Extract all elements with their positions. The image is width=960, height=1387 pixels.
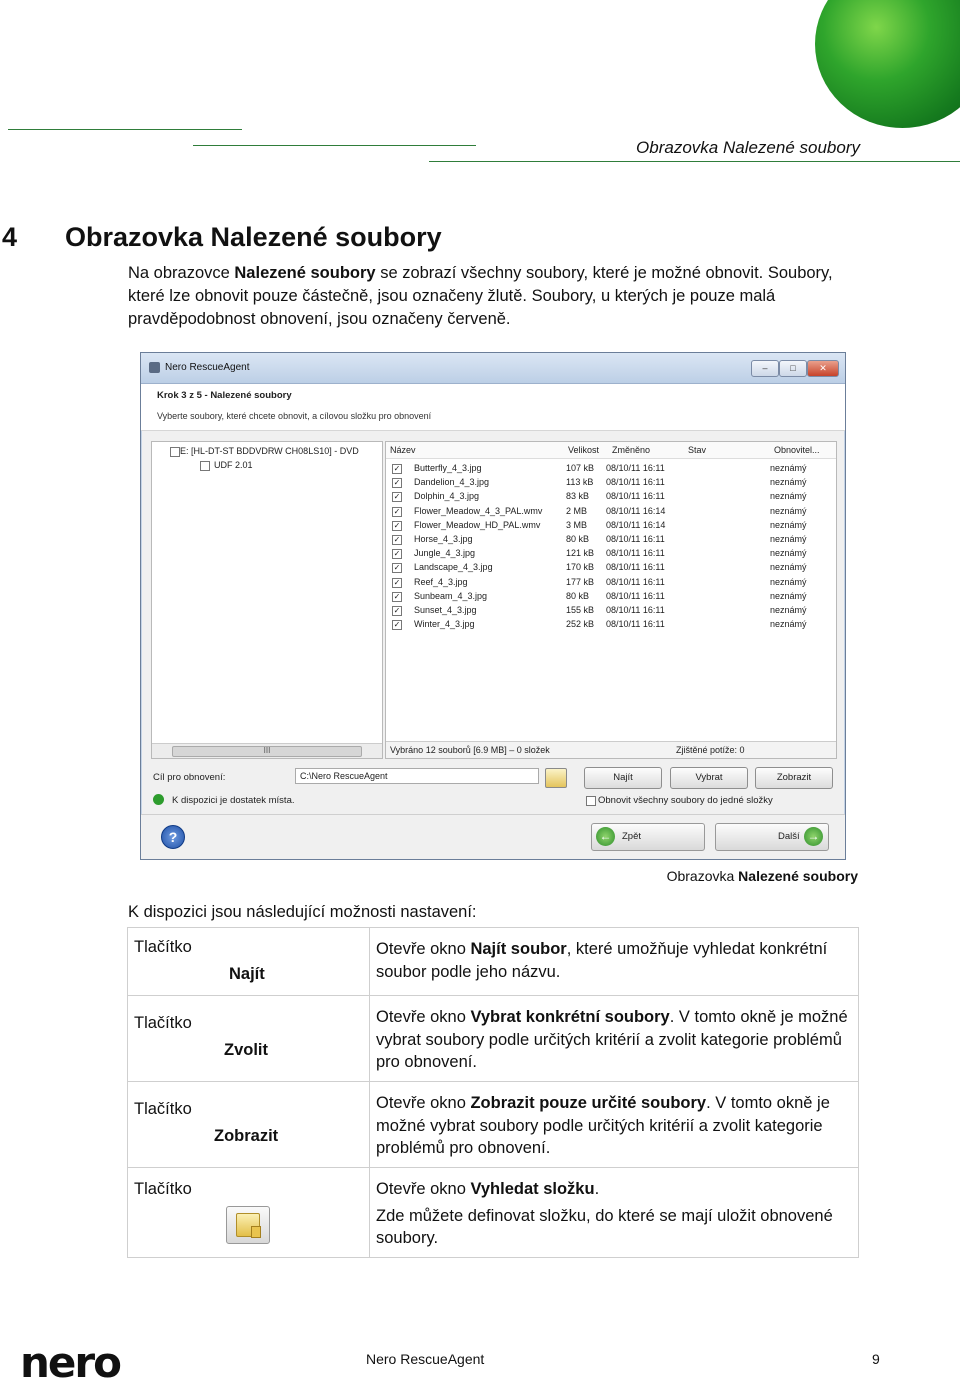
- file-size: 2 MB: [566, 505, 588, 516]
- wizard-nav-bar: [141, 814, 845, 859]
- list-item[interactable]: [386, 590, 836, 604]
- file-recoverability: neznámý: [770, 576, 807, 587]
- option-type: Tlačítko: [134, 1014, 192, 1032]
- find-button[interactable]: Najít: [584, 767, 662, 789]
- file-list-status: [386, 741, 836, 758]
- problems-count: Zjištěné potíže: 0: [676, 745, 745, 755]
- file-size: 107 kB: [566, 463, 595, 473]
- target-path-field[interactable]: C:\Nero RescueAgent: [295, 768, 539, 784]
- col-size[interactable]: Velikost: [568, 445, 600, 455]
- file-recoverability: neznámý: [770, 505, 807, 516]
- list-item[interactable]: [386, 505, 836, 519]
- list-item[interactable]: [386, 561, 836, 575]
- file-date: 08/10/11 16:11: [606, 534, 665, 544]
- file-recoverability: neznámý: [770, 519, 807, 530]
- file-date: 08/10/11 16:14: [606, 519, 666, 530]
- next-arrow-icon: →: [804, 827, 823, 846]
- file-recoverability: neznámý: [770, 619, 807, 630]
- file-name: Sunbeam_4_3.jpg: [414, 590, 488, 601]
- intro-paragraph: Na obrazovce Nalezené soubory se zobrazí všechny soubory, které je možné obnovit. Soubory, které lze obnovit pouze částečně, jsou označeny žlutě. Soubory, u kterých je pouze malá pravděpodobnost obnovení, jsou označeny červeně.: [128, 264, 833, 328]
- list-item[interactable]: [386, 490, 836, 504]
- header-rule-3: [429, 161, 960, 162]
- back-button[interactable]: ← Zpět: [591, 823, 705, 851]
- table-row: [128, 928, 859, 996]
- option-button-name: Najít: [229, 965, 265, 983]
- show-button[interactable]: Zobrazit: [755, 767, 833, 789]
- list-item[interactable]: [386, 618, 836, 632]
- file-date: 08/10/11 16:11: [606, 605, 665, 615]
- brand-drop-graphic: [815, 0, 960, 128]
- col-name[interactable]: Název: [390, 445, 416, 455]
- option-button-name: Zvolit: [224, 1041, 268, 1059]
- tree-drive-item[interactable]: E: [HL-DT-ST BDDVDRW CH08LS10] - DVD: [180, 446, 359, 456]
- col-state[interactable]: Stav: [688, 445, 707, 455]
- selected-summary: Vybráno 12 souborů [6.9 MB] – 0 složek: [390, 745, 550, 755]
- file-date: 08/10/11 16:11: [606, 562, 665, 573]
- file-size: 177 kB: [566, 576, 595, 587]
- table-row: [128, 996, 859, 1082]
- option-description: Otevře okno Vybrat konkrétní soubory. V tomto okně je možné vybrat soubory podle určitých kritérií a zvolit kategorie problémů pro obnovení.: [370, 996, 859, 1082]
- file-checkbox[interactable]: ✓: [393, 535, 401, 544]
- file-date: 08/10/11 16:11: [606, 619, 665, 630]
- browse-folder-icon[interactable]: [545, 768, 567, 788]
- file-size: 3 MB: [566, 519, 588, 530]
- file-name: Sunset_4_3.jpg: [414, 605, 477, 615]
- list-item[interactable]: [386, 547, 836, 561]
- step-subtitle: Vyberte soubory, které chcete obnovit, a cílovou složku pro obnovení: [157, 411, 432, 421]
- one-folder-label[interactable]: Obnovit všechny soubory do jedné složky: [598, 795, 773, 806]
- file-size: 113 kB: [566, 477, 594, 488]
- col-changed[interactable]: Změněno: [612, 445, 651, 455]
- file-size: 170 kB: [566, 562, 595, 573]
- col-recoverable[interactable]: Obnovitel...: [774, 445, 820, 455]
- option-type: Tlačítko: [134, 1100, 192, 1118]
- tree-horizontal-scrollbar[interactable]: [152, 743, 382, 758]
- nero-logo: nero: [20, 1338, 120, 1387]
- app-icon: [149, 362, 160, 373]
- one-folder-checkbox[interactable]: [586, 796, 596, 806]
- running-title: Obrazovka Nalezené soubory: [636, 138, 860, 157]
- options-intro: K dispozici jsou následující možnosti nastavení:: [128, 903, 477, 921]
- file-size: 252 kB: [566, 619, 595, 630]
- file-checkbox[interactable]: ✓: [393, 563, 401, 573]
- file-checkbox[interactable]: ✓: [393, 506, 401, 516]
- file-name: Horse_4_3.jpg: [414, 534, 473, 544]
- option-button-name: Zobrazit: [214, 1127, 279, 1145]
- file-checkbox[interactable]: ✓: [393, 478, 401, 488]
- file-recoverability: neznámý: [770, 605, 807, 615]
- header-rule-2: [193, 145, 476, 146]
- scrollbar-thumb[interactable]: III: [172, 746, 362, 757]
- option-description: Otevře okno Vyhledat složku. Zde můžete definovat složku, do které se mají uložit obnovené soubory.: [370, 1168, 859, 1258]
- page-number: 9: [872, 1351, 880, 1367]
- maximize-icon[interactable]: □: [779, 360, 807, 377]
- file-recoverability: neznámý: [770, 548, 807, 559]
- close-icon[interactable]: ✕: [807, 360, 839, 377]
- file-name: Flower_Meadow_4_3_PAL.wmv: [414, 505, 543, 516]
- minimize-icon[interactable]: –: [751, 360, 779, 377]
- browse-folder-icon: [226, 1206, 270, 1244]
- file-name: Reef_4_3.jpg: [414, 576, 468, 587]
- file-size: 80 kB: [566, 590, 590, 601]
- chapter-number: 4: [2, 222, 18, 252]
- file-checkbox[interactable]: ✓: [393, 577, 401, 587]
- step-header: [141, 384, 845, 431]
- window-title: Nero RescueAgent: [165, 362, 250, 373]
- list-item[interactable]: [386, 476, 836, 490]
- file-checkbox[interactable]: ✓: [393, 549, 401, 559]
- file-name: Dandelion_4_3.jpg: [414, 477, 490, 488]
- file-checkbox[interactable]: ✓: [393, 606, 401, 615]
- file-checkbox[interactable]: ✓: [393, 520, 401, 530]
- file-list[interactable]: [385, 441, 837, 759]
- list-item[interactable]: [386, 604, 836, 618]
- file-date: 08/10/11 16:11: [606, 463, 665, 473]
- drive-tree[interactable]: [151, 441, 383, 759]
- chapter-title: Obrazovka Nalezené soubory: [65, 222, 442, 252]
- figure-caption: Obrazovka Nalezené soubory: [666, 868, 858, 884]
- table-row: [128, 1168, 859, 1258]
- file-recoverability: neznámý: [770, 463, 807, 473]
- select-button[interactable]: Vybrat: [670, 767, 748, 789]
- file-checkbox[interactable]: ✓: [393, 464, 401, 473]
- app-window-screenshot: [140, 352, 846, 860]
- file-date: 08/10/11 16:11: [606, 548, 665, 559]
- file-checkbox[interactable]: ✓: [393, 620, 401, 630]
- option-description: Otevře okno Najít soubor, které umožňuje vyhledat konkrétní soubor podle jeho názvu.: [370, 928, 859, 996]
- step-title: Krok 3 z 5 - Nalezené soubory: [157, 390, 292, 401]
- option-type: Tlačítko: [134, 1180, 192, 1198]
- file-size: 155 kB: [566, 605, 595, 615]
- file-name: Dolphin_4_3.jpg: [414, 491, 480, 502]
- window-titlebar: [141, 353, 845, 384]
- file-recoverability: neznámý: [770, 562, 807, 573]
- file-list-header: [386, 442, 836, 459]
- file-name: Butterfly_4_3.jpg: [414, 463, 482, 473]
- header-rule-1: [8, 129, 242, 130]
- file-date: 08/10/11 16:11: [606, 477, 665, 488]
- next-button[interactable]: Další →: [715, 823, 829, 851]
- option-type: Tlačítko: [134, 938, 192, 956]
- help-icon[interactable]: ?: [161, 825, 185, 849]
- target-label: Cíl pro obnovení:: [153, 772, 226, 783]
- file-recoverability: neznámý: [770, 491, 807, 502]
- tree-drive-checkbox[interactable]: [170, 447, 180, 457]
- space-ok-text: K dispozici je dostatek místa.: [172, 795, 295, 806]
- file-date: 08/10/11 16:11: [606, 590, 665, 601]
- back-arrow-icon: ←: [596, 827, 615, 846]
- list-item[interactable]: [386, 576, 836, 590]
- options-table: [127, 927, 859, 1258]
- tree-fs-checkbox[interactable]: [200, 461, 210, 471]
- tree-fs-item[interactable]: UDF 2.01: [214, 460, 253, 470]
- list-item[interactable]: [386, 462, 836, 476]
- check-ok-icon: [153, 794, 164, 805]
- file-name: Winter_4_3.jpg: [414, 619, 475, 630]
- file-recoverability: neznámý: [770, 590, 807, 601]
- file-recoverability: neznámý: [770, 477, 807, 488]
- file-name: Flower_Meadow_HD_PAL.wmv: [414, 519, 541, 530]
- file-size: 83 kB: [566, 491, 590, 502]
- file-name: Landscape_4_3.jpg: [414, 562, 493, 573]
- file-recoverability: neznámý: [770, 534, 807, 544]
- file-date: 08/10/11 16:11: [606, 491, 665, 502]
- file-checkbox[interactable]: ✓: [393, 492, 401, 502]
- list-item[interactable]: [386, 533, 836, 547]
- footer-product: Nero RescueAgent: [366, 1351, 485, 1367]
- list-item[interactable]: [386, 519, 836, 533]
- option-description: Otevře okno Zobrazit pouze určité soubory. V tomto okně je možné vybrat soubory podle určitých kritérií a zvolit kategorie problémů pro obnovení.: [370, 1082, 859, 1168]
- file-name: Jungle_4_3.jpg: [414, 548, 476, 559]
- file-checkbox[interactable]: ✓: [393, 591, 401, 601]
- file-date: 08/10/11 16:14: [606, 505, 666, 516]
- file-size: 80 kB: [566, 534, 590, 544]
- file-size: 121 kB: [566, 548, 595, 559]
- file-date: 08/10/11 16:11: [606, 576, 665, 587]
- table-row: [128, 1082, 859, 1168]
